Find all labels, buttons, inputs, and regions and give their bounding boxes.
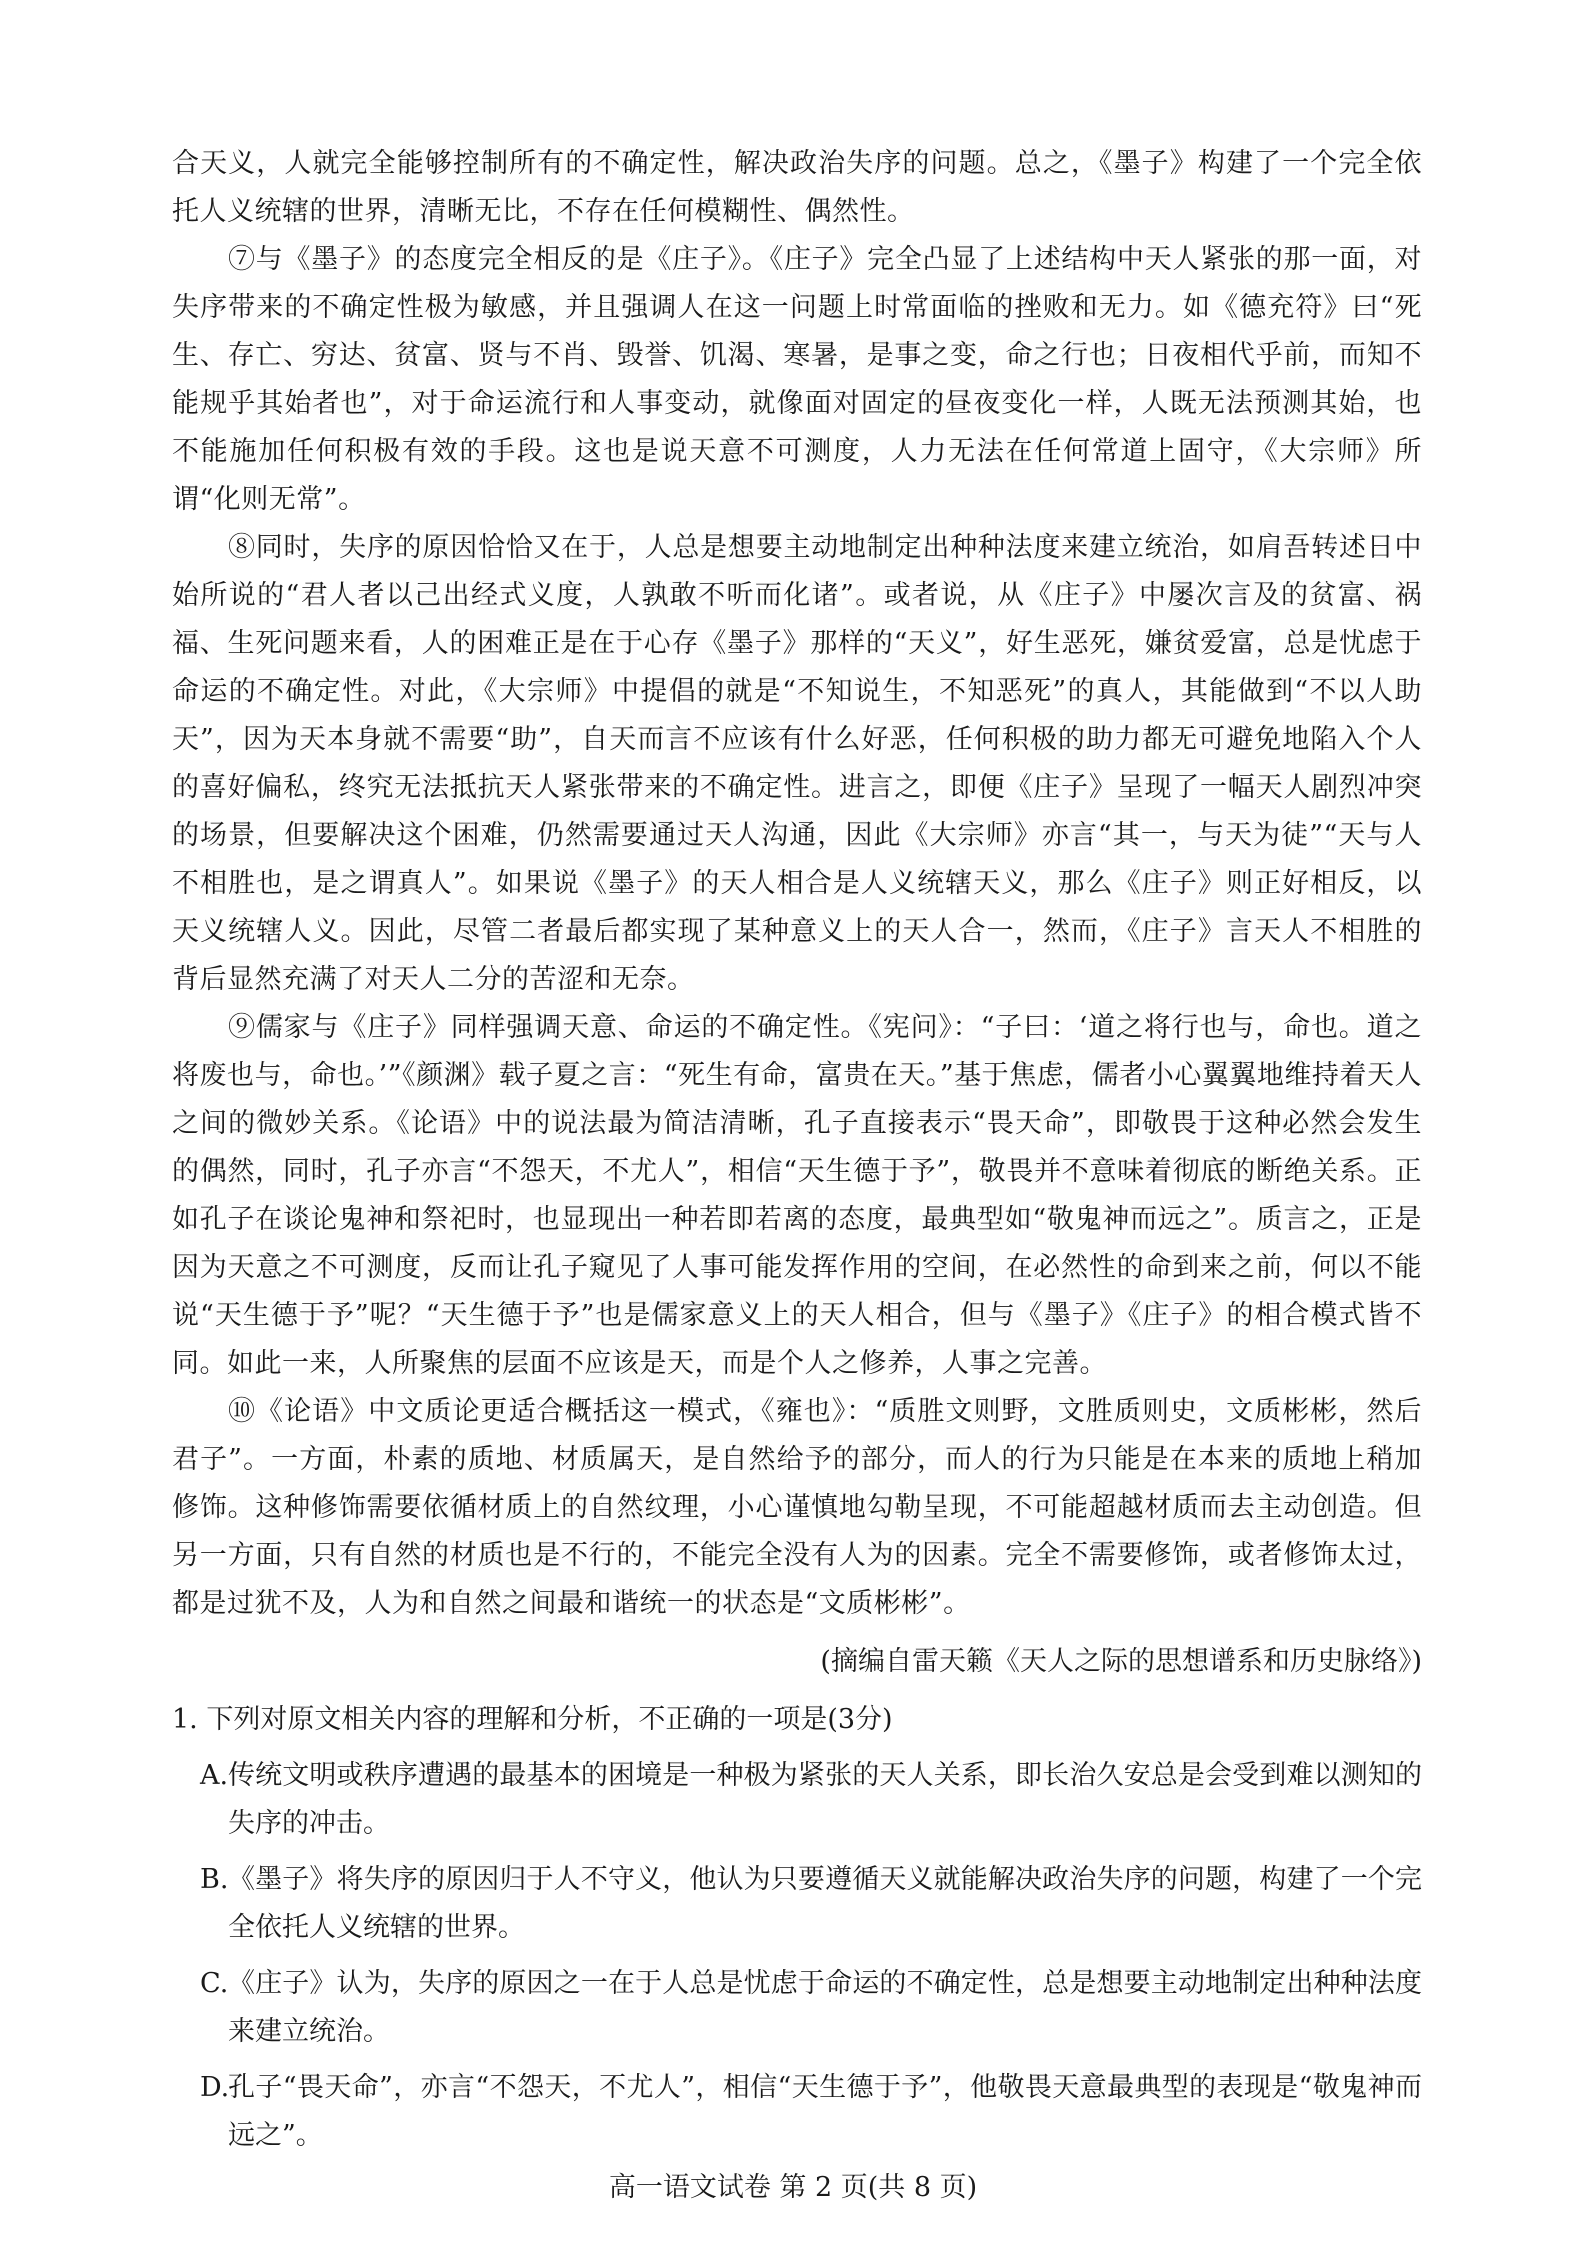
option-a <box>172 1752 1422 1848</box>
option-text: 传统文明或秩序遭遇的最基本的困境是一种极为紧张的天人关系，即长治久安总是会受到难以测知的失序的冲击。 <box>228 1760 1422 1839</box>
option-text: 孔子“畏天命”，亦言“不怨天，不尤人”，相信“天生德于予”，他敬畏天意最典型的表现是“敬鬼神而远之”。 <box>228 2072 1422 2151</box>
paragraph-9: ⑨儒家与《庄子》同样强调天意、命运的不确定性。《宪问》：“子曰：‘道之将行也与，命也。道之将废也与，命也。’”《颜渊》载子夏之言：“死生有命，富贵在天。”基于焦虑，儒者小心翼翼地维持着天人之间的微妙关系。《论语》中的说法最为简洁清晰，孔子直接表示“畏天命”，即敬畏于这种必然会发生的偶然，同时，孔子亦言“不怨天，不尤人”，相信“天生德于予”，敬畏并不意味着彻底的断绝关系。正如孔子在谈论鬼神和祭祀时，也显现出一种若即若离的态度，最典型如“敬鬼神而远之”。质言之，正是因为天意之不可测度，反而让孔子窥见了人事可能发挥作用的空间，在必然性的命到来之前，何以不能说“天生德于予”呢？“天生德于予”也是儒家意义上的天人相合，但与《墨子》《庄子》的相合模式皆不同。如此一来，人所聚焦的层面不应该是天，而是个人之修养，人事之完善。 <box>172 1012 1422 1379</box>
option-letter: B. <box>200 1864 229 1895</box>
paragraph-continuation: 合天义，人就完全能够控制所有的不确定性，解决政治失序的问题。总之，《墨子》构建了一个完全依托人义统辖的世界，清晰无比，不存在任何模糊性、偶然性。 <box>172 148 1422 227</box>
option-letter: A. <box>200 1760 229 1791</box>
option-letter: D. <box>200 2072 230 2103</box>
option-d <box>172 2064 1422 2160</box>
option-letter: C. <box>200 1968 229 1999</box>
passage-source: (摘编自雷天籁《天人之际的思想谱系和历史脉络》) <box>820 1646 1422 1677</box>
question-1 <box>172 1696 1422 2160</box>
paragraph-7: ⑦与《墨子》的态度完全相反的是《庄子》。《庄子》完全凸显了上述结构中天人紧张的那一面，对失序带来的不确定性极为敏感，并且强调人在这一问题上时常面临的挫败和无力。如《德充符》曰“死生、存亡、穷达、贫富、贤与不肖、毁誉、饥渴、寒暑，是事之变，命之行也；日夜相代乎前，而知不能规乎其始者也”，对于命运流行和人事变动，就像面对固定的昼夜变化一样，人既无法预测其始，也不能施加任何积极有效的手段。这也是说天意不可测度，人力无法在任何常道上固守，《大宗师》所谓“化则无常”。 <box>172 244 1422 515</box>
option-text: 《墨子》将失序的原因归于人不守义，他认为只要遵循天义就能解决政治失序的问题，构建了一个完全依托人义统辖的世界。 <box>228 1864 1422 1943</box>
option-b <box>172 1856 1422 1952</box>
question-stem: 1. 下列对原文相关内容的理解和分析，不正确的一项是(3分) <box>172 1704 893 1735</box>
option-text: 《庄子》认为，失序的原因之一在于人总是忧虑于命运的不确定性，总是想要主动地制定出种种法度来建立统治。 <box>228 1968 1422 2047</box>
paragraph-8: ⑧同时，失序的原因恰恰又在于，人总是想要主动地制定出种种法度来建立统治，如肩吾转述日中始所说的“君人者以己出经式义度，人孰敢不听而化诸”。或者说，从《庄子》中屡次言及的贫富、祸福、生死问题来看，人的困难正是在于心存《墨子》那样的“天义”，好生恶死，嫌贫爱富，总是忧虑于命运的不确定性。对此，《大宗师》中提倡的就是“不知说生，不知恶死”的真人，其能做到“不以人助天”，因为天本身就不需要“助”，自天而言不应该有什么好恶，任何积极的助力都无可避免地陷入个人的喜好偏私，终究无法抵抗天人紧张带来的不确定性。进言之，即便《庄子》呈现了一幅天人剧烈冲突的场景，但要解决这个困难，仍然需要通过天人沟通，因此《大宗师》亦言“其一，与天为徒”“天与人不相胜也，是之谓真人”。如果说《墨子》的天人相合是人义统辖天义，那么《庄子》则正好相反，以天义统辖人义。因此，尽管二者最后都实现了某种意义上的天人合一，然而，《庄子》言天人不相胜的背后显然充满了对天人二分的苦涩和无奈。 <box>172 532 1422 995</box>
page-footer: 高一语文试卷 第 2 页(共 8 页) <box>608 2172 978 2203</box>
paragraph-10: ⑩《论语》中文质论更适合概括这一模式，《雍也》：“质胜文则野，文胜质则史，文质彬彬，然后君子”。一方面，朴素的质地、材质属天，是自然给予的部分，而人的行为只能是在本来的质地上稍加修饰。这种修饰需要依循材质上的自然纹理，小心谨慎地勾勒呈现，不可能超越材质而去主动创造。但另一方面，只有自然的材质也是不行的，不能完全没有人为的因素。完全不需要修饰，或者修饰太过，都是过犹不及，人为和自然之间最和谐统一的状态是“文质彬彬”。 <box>172 1396 1422 1619</box>
reading-passage <box>172 140 1422 2160</box>
option-c <box>172 1960 1422 2056</box>
